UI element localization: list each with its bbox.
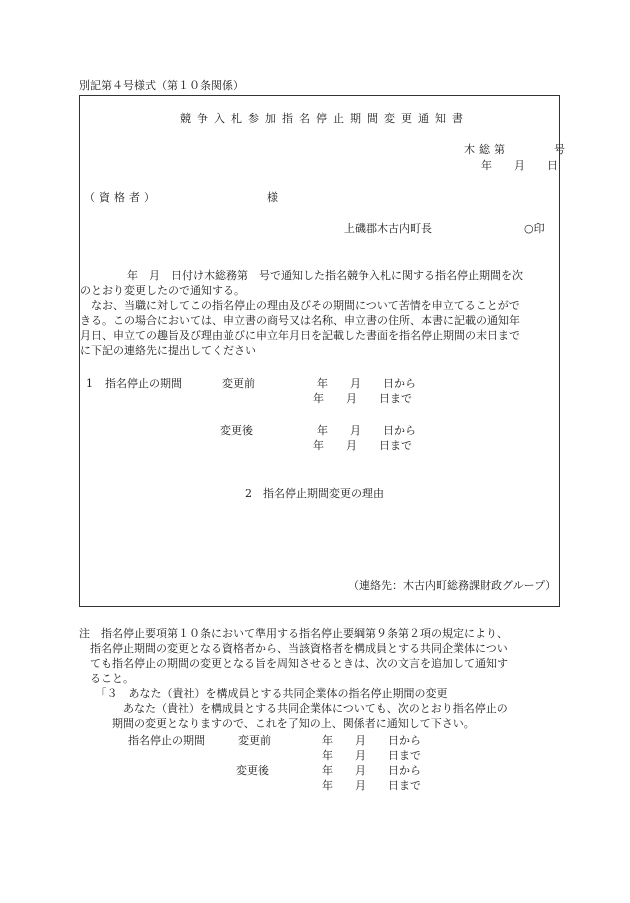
before-from-date: 年 月 日から	[317, 377, 416, 390]
note-line: ること。	[79, 672, 134, 685]
note-line: 注 指名停止要項第１０条において準用する指名停止要綱第９条第２項の規定により、	[79, 627, 508, 640]
document-number: 木総第 号	[464, 143, 569, 156]
note-line: ても指名停止の期間の変更となる旨を周知させるときは、次の文言を追加して通知す	[79, 657, 508, 670]
recipient-label: （資格者）	[84, 191, 159, 204]
item-2-heading: 2 指名停止期間変更の理由	[245, 487, 384, 500]
document-date: 年 月 日	[481, 159, 558, 172]
body-line: 年 月 日付け木総務第 号で通知した指名競争入札に関する指名停止期間を次	[127, 269, 523, 282]
item-1-label: 指名停止の期間	[105, 377, 182, 390]
body-line: 月日、申立ての趣旨及び理由並びに申立年月日を記載した書面を指名停止期間の末日まで	[80, 329, 520, 342]
note-after-to-date: 年 月 日まで	[322, 779, 421, 792]
note-before-label: 変更前	[238, 734, 271, 747]
contact-info: （連絡先：木古内町総務課財政グループ）	[348, 579, 557, 592]
sender-name: 上磯郡木古内町長	[344, 222, 432, 235]
note-before-to-date: 年 月 日まで	[322, 749, 421, 762]
body-line: に下記の連絡先に提出してください	[80, 344, 256, 357]
body-line: きる。この場合においては、申立書の商号又は名称、申立書の住所、本書に記載の通知年	[80, 314, 520, 327]
before-change-label: 変更前	[222, 377, 255, 390]
note-line: あなた（貴社）を構成員とする共同企業体についても、次のとおり指名停止の	[79, 702, 508, 715]
note-before-from-date: 年 月 日から	[322, 734, 421, 747]
after-to-date: 年 月 日まで	[313, 439, 412, 452]
note-line: 「３ あなた（貴社）を構成員とする共同企業体の指名停止期間の変更	[79, 687, 448, 700]
note-after-label: 変更後	[236, 764, 269, 777]
note-line: 指名停止期間の変更となる資格者から、当該資格者を構成員とする共同企業体につい	[79, 642, 508, 655]
note-line: 期間の変更となりますので、これを了知の上、関係者に通知して下さい。	[79, 717, 475, 730]
after-change-label: 変更後	[220, 424, 253, 437]
recipient-suffix: 様	[267, 191, 278, 204]
note-after-from-date: 年 月 日から	[322, 764, 421, 777]
body-line: のとおり変更したので通知する。	[80, 284, 245, 297]
note-period-label: 指名停止の期間	[128, 734, 205, 747]
before-to-date: 年 月 日まで	[313, 392, 412, 405]
after-from-date: 年 月 日から	[317, 424, 416, 437]
item-1-number: 1	[86, 377, 93, 390]
document-title: 競争入札参加指名停止期間変更通知書	[180, 112, 469, 125]
body-line: なお、当職に対してこの指名停止の理由及びその期間について苦情を申立てることがで	[80, 299, 520, 312]
seal-mark: ○印	[524, 222, 545, 235]
form-label: 別記第４号様式（第１０条関係）	[79, 79, 244, 92]
